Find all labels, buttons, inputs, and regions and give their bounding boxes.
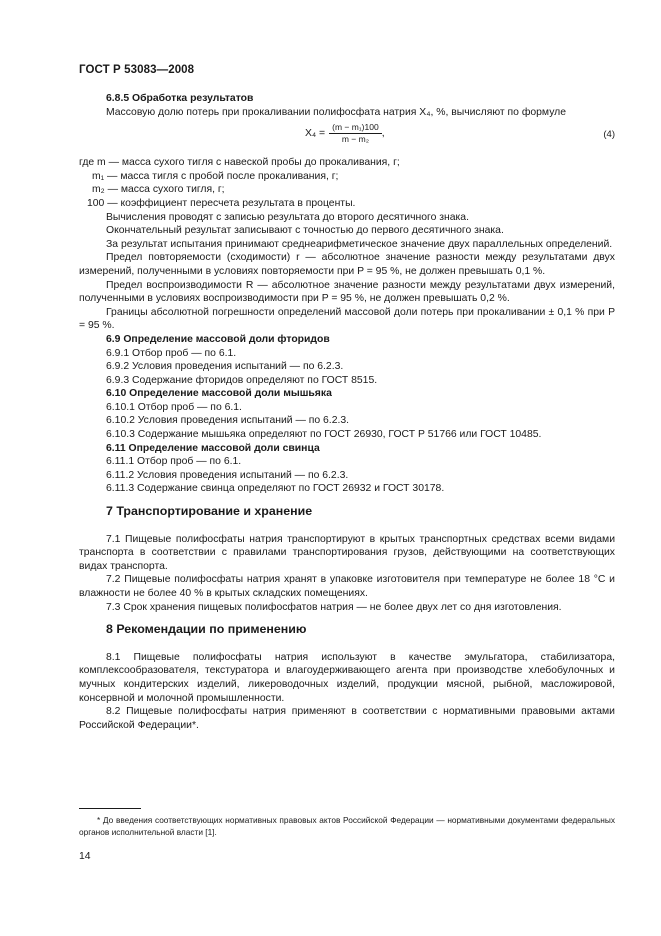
section-6-11-title: 6.11 Определение массовой доли свинца	[106, 442, 320, 454]
section-6-10-1: 6.10.1 Отбор проб — по 6.1.	[106, 401, 242, 413]
definition-m2: m₂ — масса сухого тигля, г;	[92, 184, 225, 196]
section-8-title: 8 Рекомендации по применению	[106, 622, 307, 637]
formula-numerator: (m − m₁)100	[329, 122, 382, 134]
section-8-2: 8.2 Пищевые полифосфаты натрия применяют в соответствии с нормативными правовыми актами Российской Федерации*.	[79, 706, 615, 731]
section-7-3: 7.3 Срок хранения пищевых полифосфатов натрия — не более двух лет со дня изготовления.	[106, 601, 562, 613]
section-6-9-title: 6.9 Определение массовой доли фторидов	[106, 333, 330, 345]
paragraph-final-result: Окончательный результат записывают с точностью до первого десятичного знака.	[106, 225, 504, 237]
paragraph-calc-precision: Вычисления проводят с записью результата до второго десятичного знака.	[106, 211, 469, 223]
section-6-9-2: 6.9.2 Условия проведения испытаний — по 6.2.3.	[106, 361, 344, 373]
page-number: 14	[79, 851, 91, 862]
formula-number: (4)	[603, 129, 615, 141]
definition-m1: m₁ — масса тигля с пробой после прокаливания, г;	[92, 170, 339, 182]
paragraph-error-limits: Границы абсолютной погрешности определений массовой доли потерь при прокаливании ± 0,1 % при P = 95 %.	[79, 306, 615, 332]
section-6-9-3: 6.9.3 Содержание фторидов определяют по ГОСТ 8515.	[106, 374, 378, 386]
formula-4	[79, 120, 615, 152]
section-6-10-2: 6.10.2 Условия проведения испытаний — по 6.2.3.	[106, 415, 350, 427]
formula-fraction	[329, 122, 382, 145]
paragraph-test-result: За результат испытания принимают среднеарифметическое значение двух параллельных определений.	[106, 238, 613, 250]
standard-header: ГОСТ Р 53083—2008	[79, 64, 195, 76]
section-6-10-title: 6.10 Определение массовой доли мышьяка	[106, 388, 332, 400]
formula-body	[305, 122, 385, 145]
section-6-11-2: 6.11.2 Условия проведения испытаний — по 6.2.3.	[106, 469, 349, 481]
paragraph-reproducibility: Предел воспроизводимости R — абсолютное значение разности между результатами двух измерений, полученными в условиях воспроизводимости при P = 95 %, не должен превышать 0,2 %.	[79, 279, 615, 305]
formula-tail: ,	[381, 127, 385, 139]
section-6-9-1: 6.9.1 Отбор проб — по 6.1.	[106, 347, 237, 359]
section-6-11-3: 6.11.3 Содержание свинца определяют по ГОСТ 26932 и ГОСТ 30178.	[106, 483, 445, 495]
footnote-text: * До введения соответствующих нормативных правовых актов Российской Федерации — нормативными документами федеральных органов исполнительной власти [1].	[79, 815, 615, 837]
section-6-8-5-intro: Массовую долю потерь при прокаливании полифосфата натрия X₄, %, вычисляют по формуле	[106, 106, 566, 118]
definition-100: 100 — коэффициент пересчета результата в проценты.	[87, 197, 356, 209]
paragraph-repeatability: Предел повторяемости (сходимости) r — абсолютное значение разности между результатами двух измерений, полученными в условиях повторяемости при P = 95 %, не должен превышать 0,1 %.	[79, 252, 615, 277]
section-6-11-1: 6.11.1 Отбор проб — по 6.1.	[106, 456, 242, 468]
section-6-10-3: 6.10.3 Содержание мышьяка определяют по ГОСТ 26930, ГОСТ Р 51766 или ГОСТ 10485.	[106, 429, 542, 441]
section-7-2: 7.2 Пищевые полифосфаты натрия хранят в упаковке изготовителя при температуре не более 18 °С и влажности не более 40 % в крытых складских помещениях.	[79, 574, 615, 599]
section-7-1: 7.1 Пищевые полифосфаты натрия транспортируют в крытых транспортных средствах всеми видами транспорта в соответствии с правилами транспортирования грузов, действующими на соответствующих видах транспорта.	[79, 533, 615, 572]
footnote-divider	[79, 808, 141, 809]
formula-lhs: X₄ =	[305, 127, 326, 139]
section-7-title: 7 Транспортирование и хранение	[106, 504, 313, 519]
formula-denominator: m − m₂	[341, 134, 369, 145]
page-content	[79, 92, 615, 732]
definition-m: где m — масса сухого тигля с навеской пробы до прокаливания, г;	[79, 157, 400, 169]
section-6-8-5-title: 6.8.5 Обработка результатов	[106, 93, 254, 104]
formula-definitions	[79, 156, 615, 210]
section-8-1: 8.1 Пищевые полифосфаты натрия используют в качестве эмульгатора, стабилизатора, комплексообразователя, текстуратора и влагоудерживающего агента при производстве хлебобулочных и мучных кондитерских изделий, ликероводочных изделий, продукции мясной, рыбной, масложировой, консервной и молочной промышленности.	[79, 651, 615, 704]
